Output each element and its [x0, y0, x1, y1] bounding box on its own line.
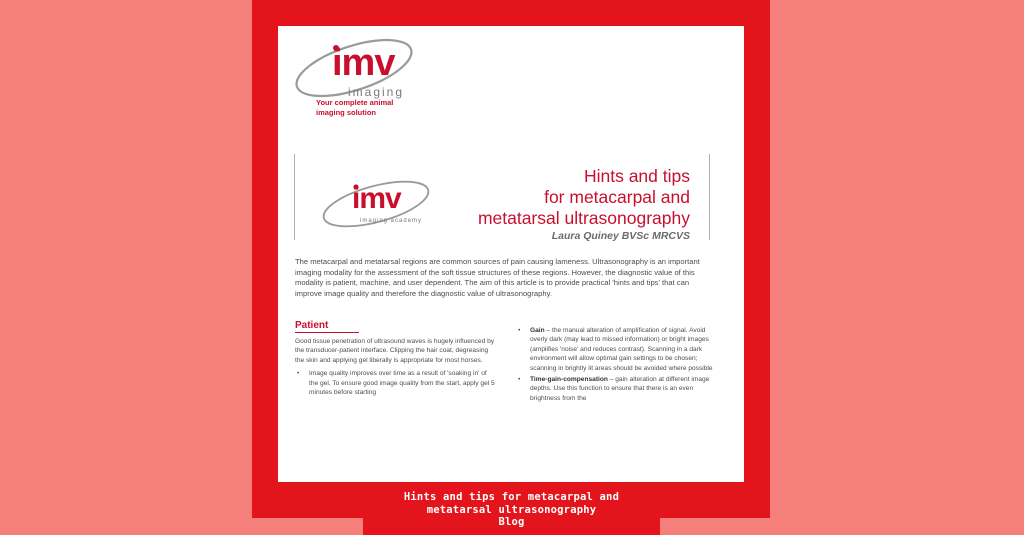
divider-right — [709, 154, 710, 240]
tagline-line-2: imaging solution — [316, 108, 376, 117]
bullet-term: Time-gain-compensation — [530, 376, 608, 384]
machine-bullets — [516, 326, 721, 403]
tagline-line-1: Your complete animal — [316, 98, 394, 107]
caption-line-3: Blog — [498, 516, 525, 528]
tagline — [316, 98, 436, 118]
bullet-term: Gain — [530, 327, 545, 334]
patient-section — [295, 320, 495, 399]
blog-caption — [363, 491, 660, 529]
title-line-2: for metacarpal and — [544, 187, 690, 207]
logo-subtitle: imaging — [348, 85, 405, 99]
logo-word: imv — [352, 182, 401, 215]
patient-paragraph: Good tissue penetration of ultrasound waves is hugely influenced by the transducer-patient interface. Clipping the hair coat, degreasing the skin and applying gel liberally is appropriate for most horses. — [295, 338, 495, 364]
article-title — [428, 166, 690, 242]
title-line-3: metatarsal ultrasonography — [477, 208, 690, 228]
caption-line-1: Hints and tips for metacarpal and — [403, 491, 620, 503]
title-line-1: Hints and tips — [583, 166, 690, 186]
imv-imaging-academy-logo — [320, 178, 436, 234]
logo-word: imv — [332, 42, 395, 84]
list-item — [516, 375, 721, 403]
author: Laura Quiney BVSc MRCVS — [551, 230, 690, 242]
bullet-text: – gain alteration at different image depths. Use this function to ensure that there is an even brightness from the — [530, 376, 710, 402]
divider-left — [294, 154, 295, 240]
intro-paragraph: The metacarpal and metatarsal regions are common sources of pain causing lameness. Ultrasonography is an important imaging modality for the assessment of the soft tissue structures of these regions. However, the diagnostic value of this modality is patient, machine, and user dependent. The aim of this article is to provide practical 'hints and tips' that can improve image quality and therefore the diagnostic value of ultrasonography. — [295, 257, 700, 298]
patient-bullets — [295, 369, 495, 397]
bullet-text: – the manual alteration of amplification of signal. Avoid overly dark (may lead to missed information) or bright images (amplifies 'noise' and reduces contrast). Scanning in a dark environment will allow optimal gain settings to be chosen; scanning in brightly lit areas should be avoided where possible — [530, 327, 713, 372]
section-heading-patient: Patient — [295, 320, 359, 333]
list-item — [516, 326, 721, 373]
list-item: • Image quality improves over time as a result of 'soaking in' of the gel. To ensure good image quality from the start, apply gel 5 minutes before starting — [295, 369, 495, 397]
logo-subtitle: imaging academy — [360, 218, 423, 224]
caption-line-2: metatarsal ultrasonography — [426, 503, 597, 516]
machine-section — [516, 322, 721, 405]
document-preview — [278, 26, 744, 482]
